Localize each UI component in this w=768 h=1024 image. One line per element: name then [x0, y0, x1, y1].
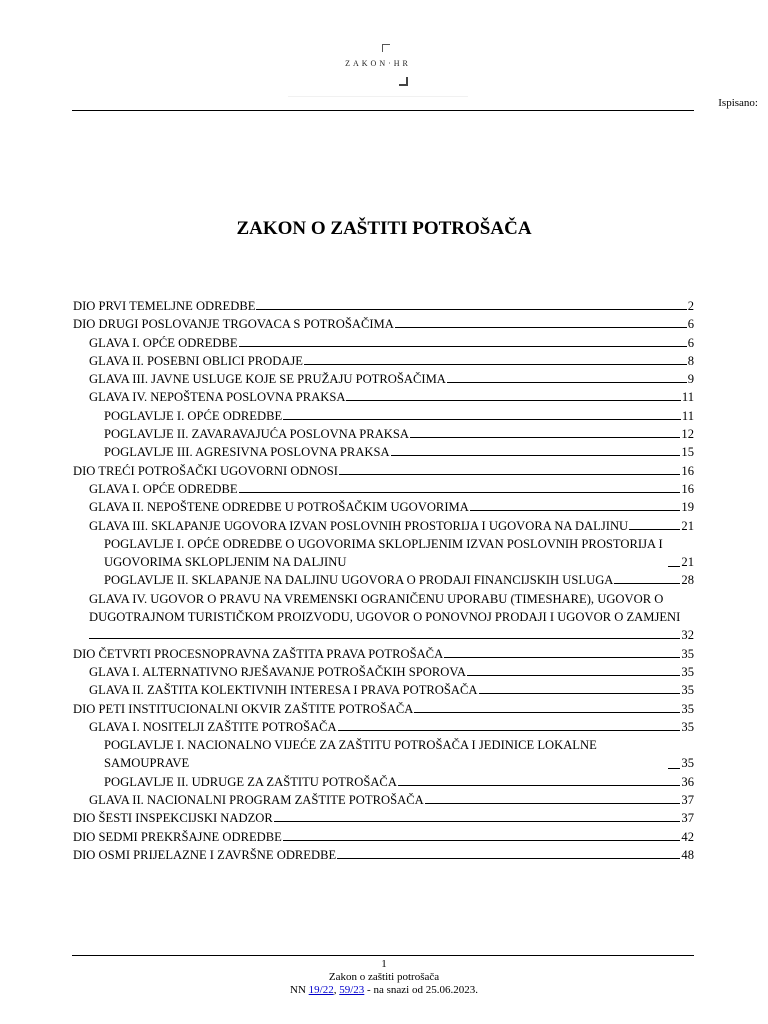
toc-page-number: 16 — [681, 463, 694, 478]
toc-page-number: 19 — [681, 500, 694, 515]
toc-entry-title: POGLAVLJE I. OPĆE ODREDBE O UGOVORIMA SKLOPLJENIM IZVAN POSLOVNIH PROSTORIJA I UGOVORIMA SKLOPLJENIM NA DALJINU — [104, 536, 663, 570]
gazette-separator: , — [333, 984, 337, 996]
toc-leader — [425, 803, 681, 804]
toc-entry-title: DIO TREĆI POTROŠAČKI UGOVORNI ODNOSI — [73, 463, 338, 478]
toc-entry[interactable] — [73, 535, 694, 572]
toc-entry-title: DIO ČETVRTI PROCESNOPRAVNA ZAŠTITA PRAVA POTROŠAČA — [73, 646, 444, 661]
toc-entry[interactable] — [73, 517, 694, 535]
toc-entry-title: GLAVA III. JAVNE USLUGE KOJE SE PRUŽAJU POTROŠAČIMA — [89, 372, 446, 387]
toc-page-number: 35 — [681, 701, 694, 716]
toc-entry-title: GLAVA II. NACIONALNI PROGRAM ZAŠTITE POTROŠAČA — [89, 793, 424, 808]
toc-leader — [256, 309, 686, 310]
toc-entry-title: POGLAVLJE II. ZAVARAVAJUĆA POSLOVNA PRAKSA — [104, 427, 410, 442]
toc-leader — [444, 657, 680, 658]
toc-entry-leader-line — [73, 626, 694, 644]
toc-page-number: 6 — [687, 335, 694, 350]
toc-entry[interactable] — [73, 718, 694, 736]
toc-entry[interactable] — [73, 846, 694, 864]
toc-page-number: 35 — [681, 646, 694, 661]
toc-leader — [414, 712, 680, 713]
toc-entry[interactable] — [73, 443, 694, 461]
footer-gazette-reference — [0, 984, 768, 997]
toc-leader — [447, 382, 687, 383]
toc-leader — [346, 400, 680, 401]
toc-leader — [467, 675, 680, 676]
toc-entry-title: POGLAVLJE III. AGRESIVNA POSLOVNA PRAKSA — [104, 445, 390, 460]
toc-entry-title: POGLAVLJE I. OPĆE ODREDBE — [104, 408, 283, 423]
toc-page-number: 36 — [681, 774, 694, 789]
toc-entry-title: GLAVA I. ALTERNATIVNO RJEŠAVANJE POTROŠAČKIH SPOROVA — [89, 664, 466, 679]
toc-page-number: 35 — [681, 664, 694, 679]
toc-entry[interactable] — [73, 425, 694, 443]
toc-leader — [339, 474, 680, 475]
toc-page-number: 35 — [681, 719, 694, 734]
toc-entry-title: GLAVA I. OPĆE ODREDBE — [89, 335, 238, 350]
toc-page-number: 15 — [681, 445, 694, 460]
toc-page-number: 11 — [681, 390, 694, 405]
toc-entry-title: GLAVA III. SKLAPANJE UGOVORA IZVAN POSLOVNIH PROSTORIJA I UGOVORA NA DALJINU — [89, 518, 629, 533]
toc-leader — [398, 785, 680, 786]
page-footer — [0, 958, 768, 997]
toc-entry-title: POGLAVLJE II. SKLAPANJE NA DALJINU UGOVORA O PRODAJI FINANCIJSKIH USLUGA — [104, 573, 614, 588]
gazette-validity: - na snazi od 25.06.2023. — [367, 984, 478, 996]
printed-label: Ispisano: — [718, 97, 758, 109]
toc-page-number: 37 — [681, 793, 694, 808]
toc-entry-title: DIO DRUGI POSLOVANJE TRGOVACA S POTROŠAČIMA — [73, 317, 394, 332]
toc-page-number: 16 — [681, 481, 694, 496]
toc-entry[interactable] — [73, 370, 694, 388]
toc-leader — [89, 638, 680, 639]
toc-entry[interactable] — [73, 736, 694, 773]
toc-page-number: 21 — [681, 518, 694, 533]
toc-entry-title: GLAVA I. OPĆE ODREDBE — [89, 481, 238, 496]
toc-page-number: 42 — [681, 829, 694, 844]
toc-page-number: 8 — [687, 353, 694, 368]
toc-leader — [614, 583, 680, 584]
toc-leader — [470, 510, 681, 511]
toc-entry[interactable] — [73, 828, 694, 846]
toc-leader — [337, 858, 680, 859]
toc-leader — [304, 364, 687, 365]
zakon-hr-logo[interactable] — [288, 40, 468, 98]
toc-page-number: 12 — [681, 427, 694, 442]
toc-page-number: 2 — [687, 299, 694, 313]
toc-leader — [391, 455, 681, 456]
toc-entry[interactable] — [73, 809, 694, 827]
toc-entry-title: POGLAVLJE II. UDRUGE ZA ZAŠTITU POTROŠAČA — [104, 774, 397, 789]
toc-leader — [239, 492, 681, 493]
toc-entry[interactable] — [73, 791, 694, 809]
toc-page-number: 9 — [687, 372, 694, 387]
footer-document-name: Zakon o zaštiti potrošača — [328, 971, 440, 983]
page-number: 1 — [381, 958, 387, 970]
toc-entry-title: GLAVA IV. NEPOŠTENA POSLOVNA PRAKSA — [89, 390, 346, 405]
toc-page-number: 21 — [681, 555, 694, 570]
toc-leader — [629, 529, 680, 530]
toc-page-number: 35 — [681, 683, 694, 698]
toc-entry-title: GLAVA IV. UGOVOR O PRAVU NA VREMENSKI OGRANIČENU UPORABU (TIMESHARE), UGOVOR O DUGOTRAJNOM TURISTIČKOM PROIZVODU, UGOVOR O PONOVNOJ PRODAJI I UGOVOR O ZAMJENI — [89, 591, 681, 625]
toc-entry[interactable] — [73, 681, 694, 699]
toc-entry[interactable] — [73, 352, 694, 370]
gazette-link-19-22[interactable]: 19/22 — [308, 984, 334, 996]
toc-leader — [668, 768, 680, 769]
toc-page-number: 37 — [681, 811, 694, 826]
toc-page-number: 28 — [681, 573, 694, 588]
toc-leader — [274, 821, 681, 822]
toc-entry[interactable] — [73, 315, 694, 333]
toc-entry-title: DIO PRVI TEMELJNE ODREDBE — [73, 299, 256, 313]
toc-entry-title: DIO OSMI PRIJELAZNE I ZAVRŠNE ODREDBE — [73, 847, 337, 862]
document-title: ZAKON O ZAŠTITI POTROŠAČA — [236, 218, 532, 239]
toc-page-number: 35 — [681, 756, 694, 771]
toc-entry[interactable] — [73, 407, 694, 425]
toc-entry[interactable] — [73, 773, 694, 791]
logo-text: ZAKON·HR — [345, 59, 411, 68]
toc-entry[interactable] — [73, 480, 694, 498]
toc-entry[interactable] — [73, 498, 694, 516]
toc-entry[interactable] — [73, 297, 694, 315]
header-rule — [72, 110, 694, 111]
toc-leader — [239, 346, 687, 347]
toc-entry[interactable] — [73, 571, 694, 589]
toc-leader — [479, 693, 681, 694]
toc-entry[interactable] — [73, 645, 694, 663]
toc-entry-title: GLAVA II. NEPOŠTENE ODREDBE U POTROŠAČKIM UGOVORIMA — [89, 500, 469, 515]
toc-entry[interactable] — [73, 590, 694, 627]
toc-leader — [338, 730, 681, 731]
toc-entry[interactable] — [73, 388, 694, 406]
toc-entry-title: GLAVA II. POSEBNI OBLICI PRODAJE — [89, 353, 303, 368]
gazette-prefix: NN — [290, 984, 306, 996]
table-of-contents — [73, 297, 694, 864]
logo-corner-mark-top — [382, 44, 390, 52]
toc-entry-title: DIO ŠESTI INSPEKCIJSKI NADZOR — [73, 811, 273, 826]
toc-entry[interactable] — [73, 334, 694, 352]
toc-page-number: 11 — [681, 408, 694, 423]
logo-divider — [288, 96, 468, 97]
toc-entry-title: GLAVA I. NOSITELJI ZAŠTITE POTROŠAČA — [89, 719, 337, 734]
toc-page-number: 48 — [681, 847, 694, 862]
toc-leader — [395, 327, 687, 328]
toc-leader — [283, 419, 681, 420]
toc-leader — [410, 437, 680, 438]
toc-entry[interactable] — [73, 663, 694, 681]
logo-corner-mark-bottom — [399, 77, 408, 86]
toc-page-number: 6 — [687, 317, 694, 332]
toc-entry-title: GLAVA II. ZAŠTITA KOLEKTIVNIH INTERESA I PRAVA POTROŠAČA — [89, 683, 478, 698]
toc-entry-title: DIO SEDMI PREKRŠAJNE ODREDBE — [73, 829, 282, 844]
toc-entry-title: POGLAVLJE I. NACIONALNO VIJEĆE ZA ZAŠTITU POTROŠAČA I JEDINICE LOKALNE SAMOUPRAVE — [104, 738, 597, 771]
gazette-link-59-23[interactable]: 59/23 — [339, 984, 365, 996]
toc-entry-title: DIO PETI INSTITUCIONALNI OKVIR ZAŠTITE POTROŠAČA — [73, 701, 414, 716]
footer-rule — [72, 955, 694, 956]
toc-leader — [668, 566, 680, 567]
toc-leader — [283, 840, 681, 841]
toc-entry[interactable] — [73, 700, 694, 718]
toc-entry[interactable] — [73, 462, 694, 480]
toc-page-number: 32 — [681, 628, 694, 643]
